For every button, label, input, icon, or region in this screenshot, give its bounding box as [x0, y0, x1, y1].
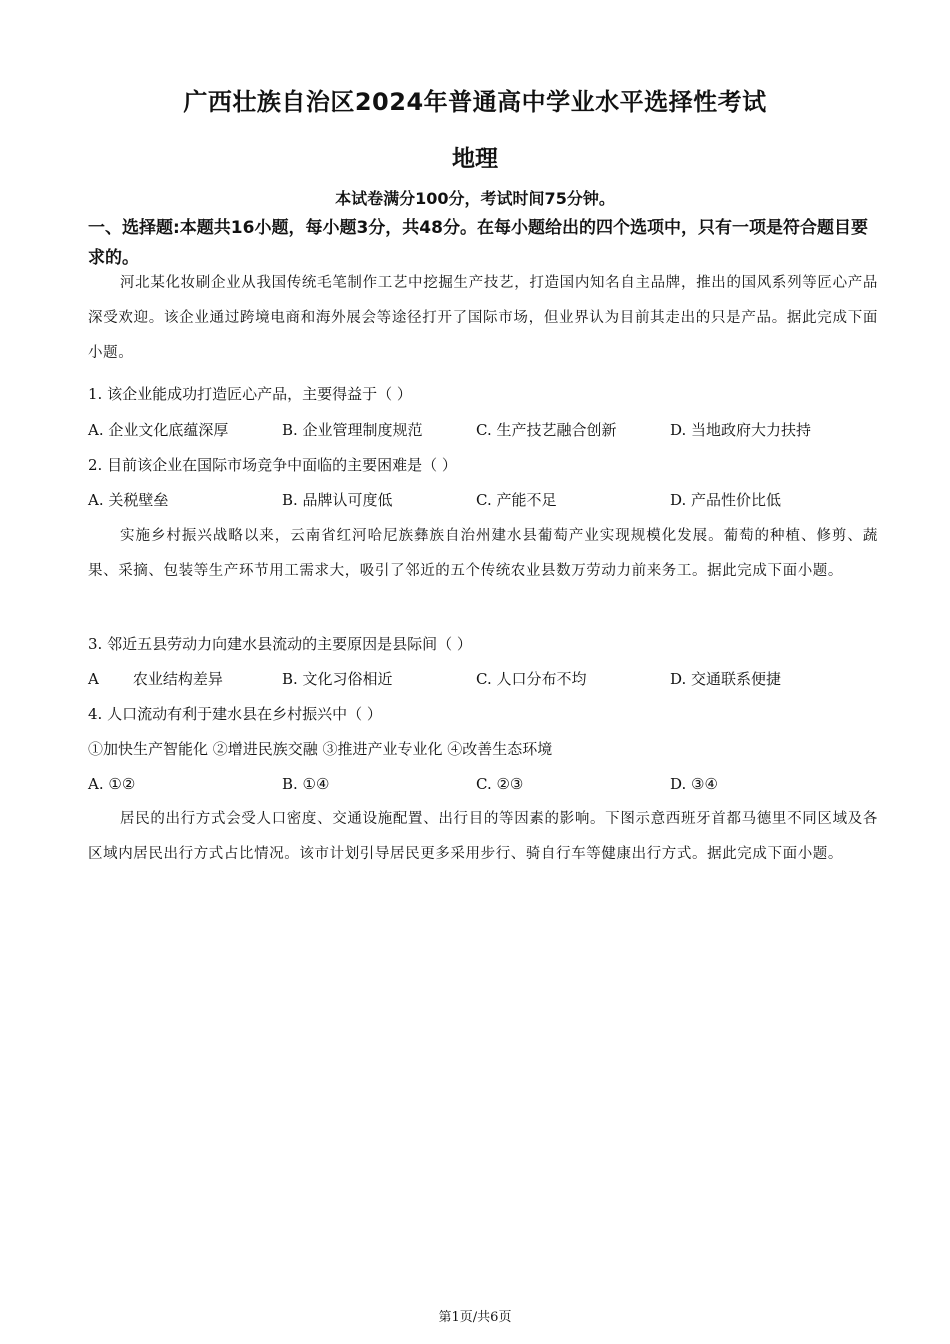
question-1-option-c[interactable]: C. 生产技艺融合创新 — [476, 421, 617, 439]
subject-title: 地理 — [452, 146, 498, 172]
question-3-option-d[interactable]: D. 交通联系便捷 — [670, 670, 782, 688]
question-3-options — [88, 667, 878, 691]
exam-note: 本试卷满分100分，考试时间75分钟。 — [335, 189, 615, 208]
passage-3: 居民的出行方式会受人口密度、交通设施配置、出行目的等因素的影响。下图示意西班牙首都马德里不同区域及各区域内居民出行方式占比情况。该市计划引导居民更多采用步行、骑自行车等健康出行方式。据此完成下面小题。 — [88, 811, 878, 862]
question-3-option-a-letter: A — [88, 670, 99, 688]
question-4-option-b[interactable]: B. ①④ — [282, 775, 330, 793]
question-3-option-a-text: 农业结构差异 — [132, 670, 223, 688]
question-4-statements: ①加快生产智能化 ②增进民族交融 ③推进产业专业化 ④改善生态环境 — [88, 740, 553, 758]
question-3-option-c[interactable]: C. 人口分布不均 — [476, 670, 587, 688]
question-2-option-a[interactable]: A. 关税壁垒 — [88, 491, 169, 509]
page-footer: 第1页/共6页 — [438, 1310, 512, 1325]
question-2-option-b[interactable]: B. 品牌认可度低 — [282, 491, 393, 509]
passage-2: 实施乡村振兴战略以来，云南省红河哈尼族彝族自治州建水县葡萄产业实现规模化发展。葡萄的种植、修剪、蔬果、采摘、包装等生产环节用工需求大，吸引了邻近的五个传统农业县数万劳动力前来务工。据此完成下面小题。 — [88, 528, 878, 579]
question-2-stem: 2. 目前该企业在国际市场竞争中面临的主要困难是（ ） — [88, 456, 457, 474]
exam-title: 广西壮族自治区2024年普通高中学业水平选择性考试 — [183, 88, 767, 116]
question-1-option-d[interactable]: D. 当地政府大力扶持 — [670, 421, 812, 439]
question-1-stem: 1. 该企业能成功打造匠心产品，主要得益于（ ） — [88, 385, 412, 403]
question-2-options — [88, 488, 878, 512]
question-1-options — [88, 418, 878, 442]
question-2-option-c[interactable]: C. 产能不足 — [476, 491, 557, 509]
question-4-option-d[interactable]: D. ③④ — [670, 775, 718, 793]
question-1-option-b[interactable]: B. 企业管理制度规范 — [282, 421, 423, 439]
question-1-option-a[interactable]: A. 企业文化底蕴深厚 — [88, 421, 229, 439]
question-3-option-a[interactable] — [88, 667, 223, 691]
question-3-stem: 3. 邻近五县劳动力向建水县流动的主要原因是县际间（ ） — [88, 635, 472, 653]
question-2-option-d[interactable]: D. 产品性价比低 — [670, 491, 782, 509]
passage-1: 河北某化妆刷企业从我国传统毛笔制作工艺中挖掘生产技艺，打造国内知名自主品牌，推出的国风系列等匠心产品深受欢迎。该企业通过跨境电商和海外展会等途径打开了国际市场，但业界认为目前其走出的只是产品。据此完成下面小题。 — [88, 275, 878, 361]
question-3-option-b[interactable]: B. 文化习俗相近 — [282, 670, 393, 688]
question-4-options — [88, 772, 878, 796]
section-heading: 一、选择题:本题共16小题，每小题3分，共48分。在每小题给出的四个选项中，只有一项是符合题目要求的。 — [88, 218, 868, 268]
question-4-stem: 4. 人口流动有利于建水县在乡村振兴中（ ） — [88, 705, 382, 723]
question-4-option-c[interactable]: C. ②③ — [476, 775, 524, 793]
question-4-option-a[interactable]: A. ①② — [88, 775, 136, 793]
